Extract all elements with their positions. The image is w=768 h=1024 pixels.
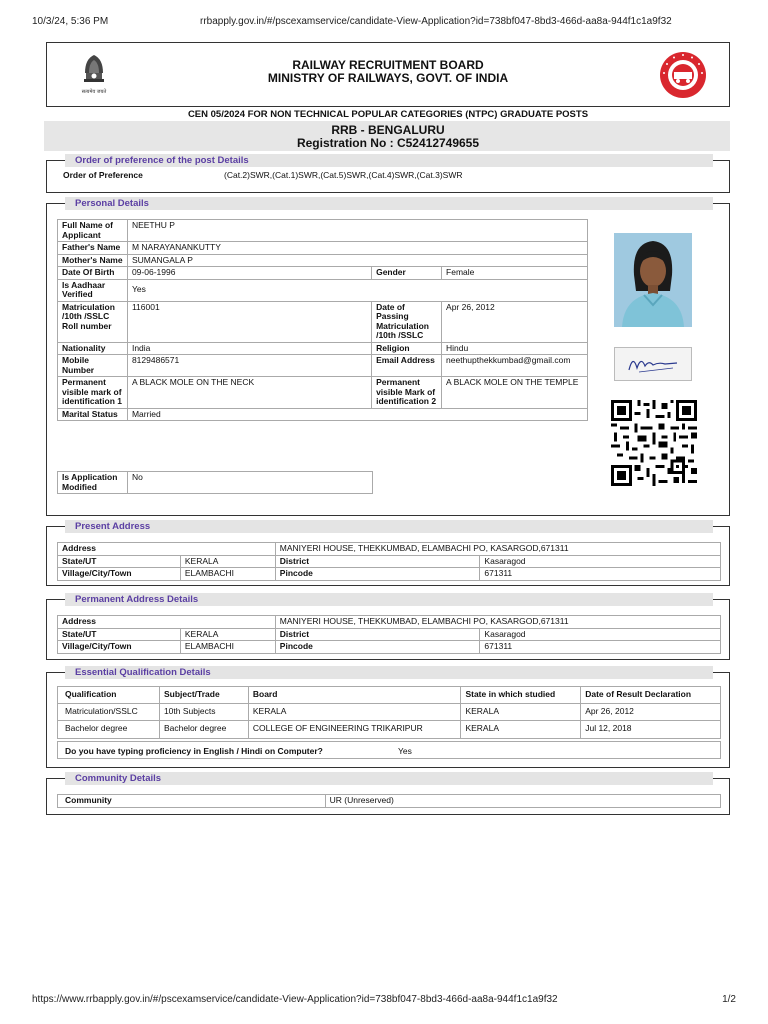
column-header: Qualification <box>58 687 160 704</box>
table-cell: KERALA <box>248 703 461 721</box>
mother-name-value: SUMANGALA P <box>127 254 587 267</box>
table-row <box>58 543 721 556</box>
section-title-qualification: Essential Qualification Details <box>65 666 713 679</box>
gender-value: Female <box>442 267 588 280</box>
print-datetime: 10/3/24, 5:36 PM <box>32 16 109 27</box>
applicant-signature <box>614 347 692 381</box>
preference-label: Order of Preference <box>63 170 143 180</box>
board-header <box>46 42 730 107</box>
column-header: Date of Result Declaration <box>581 687 721 704</box>
cen-notice: CEN 05/2024 FOR NON TECHNICAL POPULAR CATEGORIES (NTPC) GRADUATE POSTS <box>187 109 589 120</box>
permanent-pincode-value: 671311 <box>480 641 721 654</box>
table-row <box>58 628 721 641</box>
present-address-value: MANIYERI HOUSE, THEKKUMBAD, ELAMBACHI PO, KASARGOD,671311 <box>275 543 720 556</box>
present-state-value: KERALA <box>180 555 275 568</box>
permanent-address-label: Address <box>58 616 276 629</box>
permanent-address-table <box>57 615 721 654</box>
section-title-preference: Order of preference of the post Details <box>65 154 713 167</box>
table-row <box>58 408 588 421</box>
table-header-row <box>58 687 721 704</box>
marital-value: Married <box>127 408 587 421</box>
applicant-photo <box>614 233 692 327</box>
table-row <box>58 721 721 739</box>
modified-value: No <box>127 472 372 494</box>
table-row <box>58 795 721 808</box>
permanent-village-label: Village/City/Town <box>58 641 181 654</box>
present-village-label: Village/City/Town <box>58 568 181 581</box>
permanent-address-value: MANIYERI HOUSE, THEKKUMBAD, ELAMBACHI PO, KASARGOD,671311 <box>275 616 720 629</box>
table-cell: KERALA <box>461 721 581 739</box>
section-title-personal: Personal Details <box>65 197 713 210</box>
table-cell: Bachelor degree <box>58 721 160 739</box>
present-state-label: State/UT <box>58 555 181 568</box>
section-preference <box>46 155 730 193</box>
board-title-line1: RAILWAY RECRUITMENT BOARD <box>292 58 484 72</box>
table-cell: Bachelor degree <box>159 721 248 739</box>
section-personal <box>46 198 730 516</box>
preference-value: (Cat.2)SWR,(Cat.1)SWR,(Cat.5)SWR,(Cat.4)SWR,(Cat.3)SWR <box>224 170 463 180</box>
application-modified-table <box>57 471 373 494</box>
footer-url: https://www.rrbapply.gov.in/#/pscexamservice/candidate-View-Application?id=738bf047-8bd3-466d-aa8a-944f1c1a9f32 <box>32 994 558 1005</box>
table-row <box>58 301 588 342</box>
present-district-label: District <box>275 555 480 568</box>
table-row <box>58 616 721 629</box>
mother-name-label: Mother's Name <box>58 254 128 267</box>
religion-label: Religion <box>372 342 442 355</box>
emblem-caption: सत्यमेव जयते <box>81 89 107 95</box>
mobile-label: Mobile Number <box>58 355 128 377</box>
table-row <box>58 355 588 377</box>
board-title-line2: MINISTRY OF RAILWAYS, GOVT. OF INDIA <box>267 71 509 85</box>
rrb-name: RRB - BENGALURU <box>331 123 445 137</box>
mark1-value: A BLACK MOLE ON THE NECK <box>127 377 371 409</box>
permanent-state-label: State/UT <box>58 628 181 641</box>
community-table <box>57 794 721 808</box>
gender-label: Gender <box>372 267 442 280</box>
typing-value: Yes <box>398 746 412 756</box>
indian-railways-logo-icon <box>659 51 707 99</box>
permanent-district-label: District <box>275 628 480 641</box>
table-cell: Jul 12, 2018 <box>581 721 721 739</box>
table-row <box>58 220 588 242</box>
board-title <box>47 59 729 85</box>
table-row <box>58 555 721 568</box>
page-number: 1/2 <box>722 994 736 1005</box>
permanent-village-value: ELAMBACHI <box>180 641 275 654</box>
qr-code-icon <box>610 400 698 486</box>
table-row <box>58 472 373 494</box>
community-value: UR (Unreserved) <box>325 795 720 808</box>
present-address-label: Address <box>58 543 276 556</box>
section-present-address <box>46 521 730 586</box>
full-name-value: NEETHU P <box>127 220 587 242</box>
table-row <box>58 641 721 654</box>
table-row <box>58 342 588 355</box>
section-title-community: Community Details <box>65 772 713 785</box>
table-cell: 10th Subjects <box>159 703 248 721</box>
community-label: Community <box>58 795 326 808</box>
dob-label: Date Of Birth <box>58 267 128 280</box>
mark1-label: Permanent visible mark of identification 1 <box>58 377 128 409</box>
modified-label: Is Application Modified <box>58 472 128 494</box>
present-pincode-label: Pincode <box>275 568 480 581</box>
section-qualification <box>46 667 730 768</box>
roll-number-label: Matriculation /10th /SSLC Roll number <box>58 301 128 342</box>
present-pincode-value: 671311 <box>480 568 721 581</box>
section-permanent-address <box>46 594 730 660</box>
aadhaar-label: Is Aadhaar Verified <box>58 279 128 301</box>
present-address-table <box>57 542 721 581</box>
table-row <box>58 279 588 301</box>
marital-label: Marital Status <box>58 408 128 421</box>
registration-number: Registration No : C52412749655 <box>296 136 480 150</box>
mobile-value: 8129486571 <box>127 355 371 377</box>
table-row <box>58 377 588 409</box>
email-value: neethupthekkumbad@gmail.com <box>442 355 588 377</box>
permanent-state-value: KERALA <box>180 628 275 641</box>
column-header: Subject/Trade <box>159 687 248 704</box>
roll-number-value: 116001 <box>127 301 371 342</box>
section-title-permanent-address: Permanent Address Details <box>65 593 713 606</box>
column-header: State in which studied <box>461 687 581 704</box>
religion-value: Hindu <box>442 342 588 355</box>
mark2-value: A BLACK MOLE ON THE TEMPLE <box>442 377 588 409</box>
section-title-present-address: Present Address <box>65 520 713 533</box>
permanent-pincode-label: Pincode <box>275 641 480 654</box>
typing-label: Do you have typing proficiency in English / Hindi on Computer? <box>65 746 323 756</box>
mark2-label: Permanent visible Mark of identification 2 <box>372 377 442 409</box>
signature-scribble <box>615 348 691 380</box>
present-village-value: ELAMBACHI <box>180 568 275 581</box>
full-name-label: Full Name of Applicant <box>58 220 128 242</box>
email-label: Email Address <box>372 355 442 377</box>
section-community <box>46 773 730 815</box>
table-cell: Apr 26, 2012 <box>581 703 721 721</box>
table-row <box>58 242 588 255</box>
table-row <box>58 568 721 581</box>
table-cell: KERALA <box>461 703 581 721</box>
table-row <box>58 267 588 280</box>
table-cell: Matriculation/SSLC <box>58 703 160 721</box>
table-row <box>58 254 588 267</box>
applicant-photo-image <box>614 233 692 327</box>
personal-details-table <box>57 219 588 421</box>
print-url: rrbapply.gov.in/#/pscexamservice/candidate-View-Application?id=738bf047-8bd3-466d-aa8a-944f1c1a9f32 <box>200 16 672 27</box>
table-cell: COLLEGE OF ENGINEERING TRIKARIPUR <box>248 721 461 739</box>
nationality-value: India <box>127 342 371 355</box>
present-district-value: Kasaragod <box>480 555 721 568</box>
father-name-label: Father's Name <box>58 242 128 255</box>
column-header: Board <box>248 687 461 704</box>
typing-proficiency-row <box>57 741 721 759</box>
dob-value: 09-06-1996 <box>127 267 371 280</box>
aadhaar-value: Yes <box>127 279 587 301</box>
father-name-value: M NARAYANANKUTTY <box>127 242 587 255</box>
nationality-label: Nationality <box>58 342 128 355</box>
permanent-district-value: Kasaragod <box>480 628 721 641</box>
passing-date-label: Date of Passing Matriculation /10th /SSLC <box>372 301 442 342</box>
table-row <box>58 703 721 721</box>
passing-date-value: Apr 26, 2012 <box>442 301 588 342</box>
qualification-table <box>57 686 721 739</box>
